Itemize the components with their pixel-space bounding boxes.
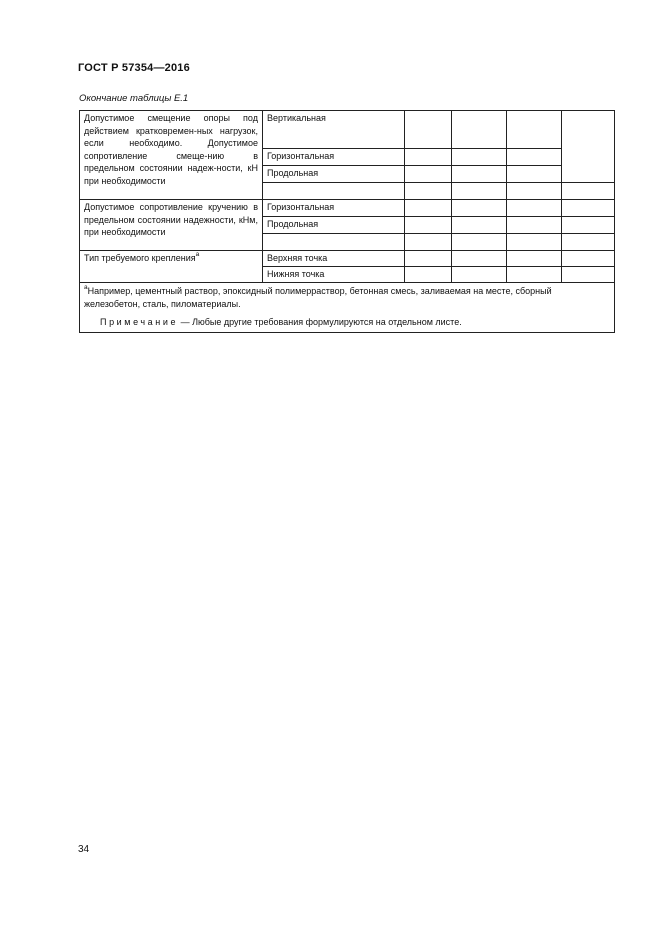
value-cell <box>452 267 507 283</box>
param-displacement: Допустимое смещение опоры под действием кратковремен-ных нагрузок, если необходимо. Допустимое сопротивление смеще-нию в предельном состоянии надеж-ности, кН при необходимости <box>80 111 263 200</box>
requirements-table <box>79 110 615 333</box>
value-cell <box>405 234 452 251</box>
direction-longitudinal: Продольная <box>263 217 405 234</box>
value-cell <box>405 111 452 149</box>
value-cell <box>452 200 507 217</box>
value-cell <box>507 200 562 217</box>
table-row <box>80 251 615 267</box>
direction-horizontal: Горизонтальная <box>263 149 405 166</box>
value-cell <box>562 183 615 200</box>
value-cell <box>562 251 615 267</box>
value-cell <box>405 149 452 166</box>
value-cell <box>452 217 507 234</box>
table-row <box>80 111 615 149</box>
value-cell <box>507 166 562 183</box>
table-caption: Окончание таблицы Е.1 <box>79 93 189 104</box>
value-cell <box>452 166 507 183</box>
param-torsion: Допустимое сопротивление кручению в предельном состоянии надежности, кНм, при необходимости <box>80 200 263 251</box>
footnote <box>84 285 610 310</box>
direction-longitudinal: Продольная <box>263 166 405 183</box>
value-cell <box>507 267 562 283</box>
value-cell <box>405 251 452 267</box>
value-cell <box>405 267 452 283</box>
table-footer <box>80 283 615 333</box>
table-note <box>100 316 610 329</box>
page-number: 34 <box>78 844 90 855</box>
value-cell <box>507 251 562 267</box>
point-lower: Нижняя точка <box>263 267 405 283</box>
value-cell-merged <box>562 111 615 183</box>
value-cell <box>562 234 615 251</box>
param-fixing-label: Тип требуемого крепления <box>84 253 196 263</box>
note-label: Примечание <box>100 317 179 327</box>
value-cell <box>452 111 507 149</box>
footnote-mark: а <box>195 251 200 258</box>
value-cell <box>452 183 507 200</box>
value-cell <box>405 166 452 183</box>
value-cell <box>562 217 615 234</box>
direction-empty <box>263 183 405 200</box>
value-cell <box>562 200 615 217</box>
param-fixing-type <box>80 251 263 283</box>
value-cell <box>405 183 452 200</box>
value-cell <box>405 200 452 217</box>
direction-vertical: Вертикальная <box>263 111 405 149</box>
direction-horizontal: Горизонтальная <box>263 200 405 217</box>
value-cell <box>562 267 615 283</box>
value-cell <box>507 183 562 200</box>
table-footer-row <box>80 283 615 333</box>
direction-empty <box>263 234 405 251</box>
value-cell <box>452 234 507 251</box>
point-upper: Верхняя точка <box>263 251 405 267</box>
value-cell <box>507 111 562 149</box>
value-cell <box>452 251 507 267</box>
value-cell <box>452 149 507 166</box>
value-cell <box>507 234 562 251</box>
footnote-mark: а <box>84 284 88 291</box>
footnote-text: Например, цементный раствор, эпоксидный полимерраствор, бетонная смесь, заливаемая на месте, сборный железобетон, сталь, пиломатериалы. <box>84 286 552 309</box>
note-text: — Любые другие требования формулируются на отдельном листе. <box>178 317 462 327</box>
value-cell <box>405 217 452 234</box>
value-cell <box>507 149 562 166</box>
standard-code: ГОСТ Р 57354—2016 <box>78 62 190 74</box>
value-cell <box>507 217 562 234</box>
table-row <box>80 200 615 217</box>
